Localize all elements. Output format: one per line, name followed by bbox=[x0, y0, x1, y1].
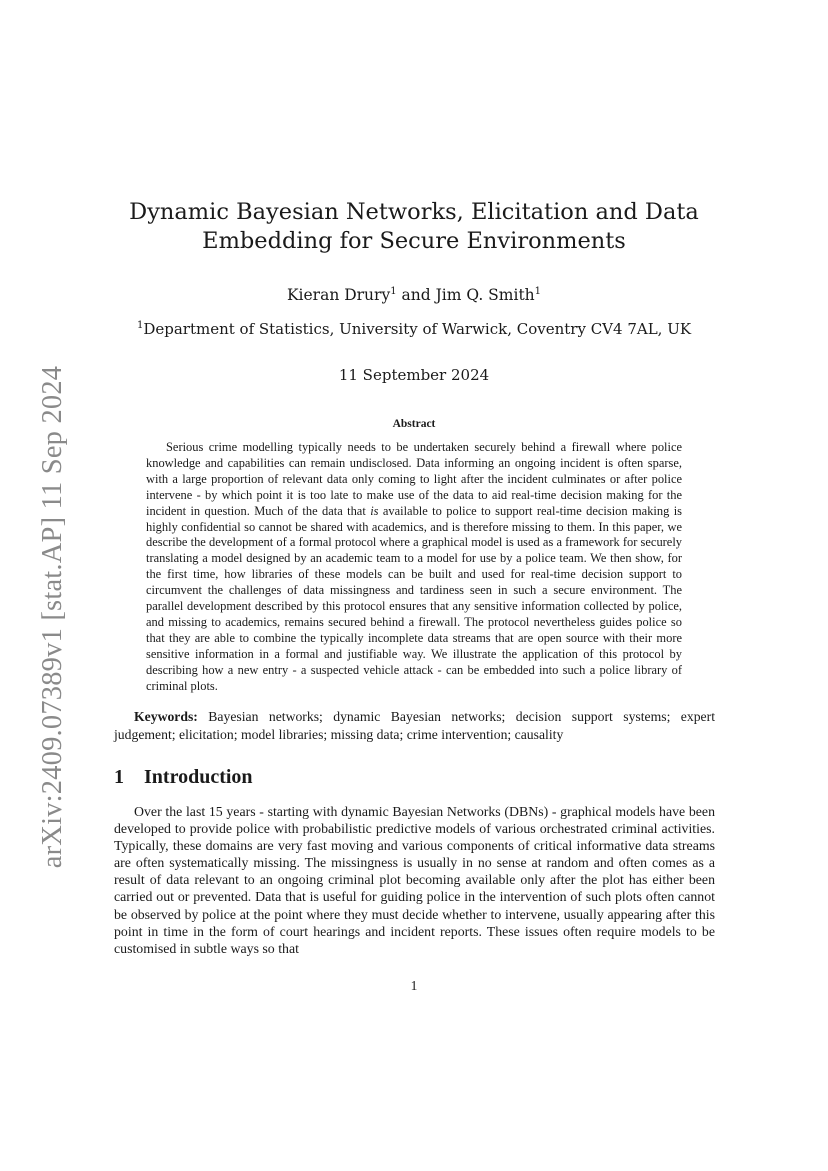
abstract-heading: Abstract bbox=[392, 418, 436, 430]
publication-date: 11 September 2024 bbox=[338, 366, 490, 384]
paper-title-line-2: Embedding for Secure Environments bbox=[202, 228, 626, 254]
abstract-body bbox=[146, 440, 682, 695]
affiliation bbox=[114, 319, 714, 339]
keywords-text: Bayesian networks; dynamic Bayesian networks; decision support systems; expert judgement; elicitation; model libraries; missing data; crime intervention; causality bbox=[114, 709, 715, 742]
author-2-affiliation-marker: 1 bbox=[534, 286, 542, 297]
abstract-emphasis: is bbox=[370, 503, 379, 518]
author-conjunction: and bbox=[396, 286, 436, 304]
introduction-paragraph: Over the last 15 years - starting with dynamic Bayesian Networks (DBNs) - graphical models have been developed to provide police with probabilistic predictive models of various orchestrated criminal activities. Typically, these domains are very fast moving and various components of critical informative data streams are often systematically missing. The missingness is usually in no sense at random and often comes as a result of data relevant to an ongoing criminal plot becoming available only after the plot has either been carried out or prevented. Data that is useful for guiding police in the intervention of such plots often cannot be observed by police at the point where they must decide whether to intervene, usually appearing after this point in time in the form of court hearings and incident reports. These issues often require models to be customised in subtle ways so that bbox=[114, 804, 715, 956]
section-number: 1 bbox=[114, 766, 124, 788]
affiliation-marker: 1 bbox=[136, 320, 144, 331]
paper-title-line-1: Dynamic Bayesian Networks, Elicitation and Data bbox=[129, 199, 699, 225]
affiliation-text: Department of Statistics, University of Warwick, Coventry CV4 7AL, UK bbox=[143, 320, 692, 338]
keywords-label: Keywords: bbox=[134, 709, 198, 724]
section-title: Introduction bbox=[144, 766, 253, 788]
abstract-text-part-2: available to police to support real-time decision making is highly confidential so cannot be shared with academics, and is therefore missing to them. In this paper, we describe the development of a formal protocol where a graphical model is used as a framework for securely translating a model designed by an academic team to a model for use by a police team. We then show, for the first time, how libraries of these models can be built and used for real-time decision support to circumvent the challenges of data missingness and tardiness seen in such a secure environment. The parallel development described by this protocol ensures that any sensitive information collected by police, and missing to academics, remains secured behind a firewall. The protocol nevertheless guides police so that they are able to combine the typically incomplete data streams that are open source with their more sensitive information in a formal and justifiable way. We illustrate the application of this protocol by describing how a new entry - a suspected vehicle attack - can be embedded into such a police library of criminal plots. bbox=[146, 503, 683, 693]
author-name-1: Kieran Drury bbox=[286, 286, 391, 304]
page-number: 1 bbox=[410, 978, 418, 993]
section-heading-introduction bbox=[114, 764, 253, 790]
author-name-2: Jim Q. Smith bbox=[435, 286, 535, 304]
author-list bbox=[114, 285, 714, 305]
author-1-affiliation-marker: 1 bbox=[390, 286, 397, 297]
abstract-text-part-1: Serious crime modelling typically needs to be undertaken securely behind a firewall where police knowledge and capabilities can remain undisclosed. Data informing an ongoing incident is often sparse, with a large proportion of relevant data only coming to light after the incident culminates or after police intervene - by which point it is too late to make use of the data to aid real-time decision making for the incident in question. Much of the data that bbox=[146, 440, 682, 518]
paper-title bbox=[114, 198, 714, 256]
keywords-paragraph bbox=[114, 708, 715, 743]
arxiv-identifier-stamp: arXiv:2409.07389v1 [stat.AP] 11 Sep 2024 bbox=[37, 365, 68, 869]
